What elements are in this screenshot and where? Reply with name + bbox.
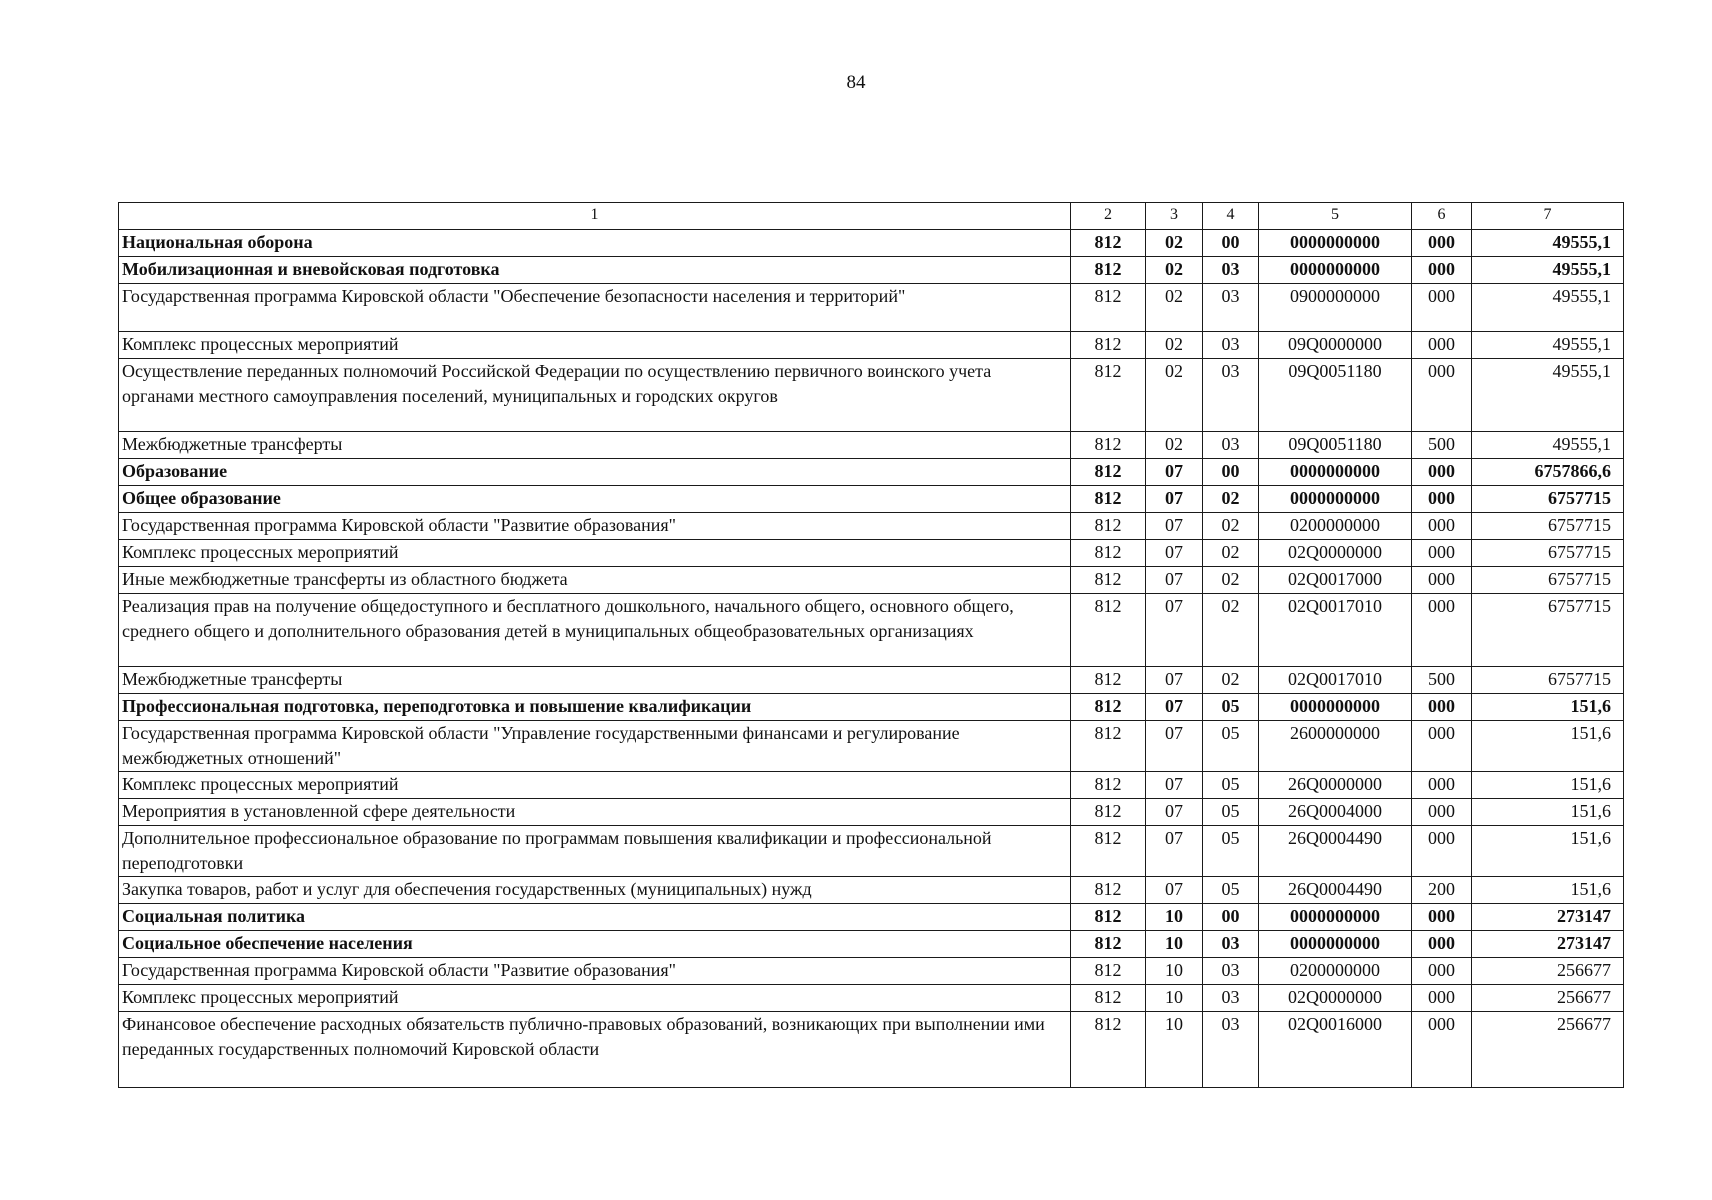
row-vr: 000 <box>1412 513 1472 540</box>
row-rz: 02 <box>1146 284 1203 332</box>
row-rz: 02 <box>1146 432 1203 459</box>
row-sum: 151,6 <box>1472 772 1624 799</box>
row-name: Межбюджетные трансферты <box>119 667 1071 694</box>
table-row <box>119 230 1624 257</box>
row-sum: 151,6 <box>1472 694 1624 721</box>
row-rz: 07 <box>1146 594 1203 667</box>
row-csr: 0900000000 <box>1259 284 1412 332</box>
row-ved: 812 <box>1071 594 1146 667</box>
row-rz: 02 <box>1146 332 1203 359</box>
row-csr: 02Q0016000 <box>1259 1012 1412 1088</box>
row-rz: 07 <box>1146 799 1203 826</box>
row-sum: 151,6 <box>1472 826 1624 877</box>
row-pr: 03 <box>1203 332 1259 359</box>
row-name: Закупка товаров, работ и услуг для обеспечения государственных (муниципальных) нужд <box>119 877 1071 904</box>
row-vr: 200 <box>1412 877 1472 904</box>
row-csr: 0000000000 <box>1259 459 1412 486</box>
row-rz: 07 <box>1146 694 1203 721</box>
table-row <box>119 540 1624 567</box>
row-name: Государственная программа Кировской области "Управление государственными финансами и регулирование межбюджетных отношений" <box>119 721 1071 772</box>
row-vr: 000 <box>1412 567 1472 594</box>
table-row <box>119 958 1624 985</box>
row-pr: 03 <box>1203 257 1259 284</box>
row-name: Комплекс процессных мероприятий <box>119 332 1071 359</box>
row-name: Мероприятия в установленной сфере деятельности <box>119 799 1071 826</box>
header-cell-4: 4 <box>1203 203 1259 230</box>
row-pr: 05 <box>1203 694 1259 721</box>
row-vr: 000 <box>1412 931 1472 958</box>
row-rz: 07 <box>1146 772 1203 799</box>
row-vr: 000 <box>1412 799 1472 826</box>
row-csr: 0000000000 <box>1259 486 1412 513</box>
row-ved: 812 <box>1071 667 1146 694</box>
row-vr: 000 <box>1412 904 1472 931</box>
row-vr: 000 <box>1412 721 1472 772</box>
row-ved: 812 <box>1071 486 1146 513</box>
row-name: Реализация прав на получение общедоступного и бесплатного дошкольного, начального общего, основного общего, среднего общего и дополнительного образования детей в муниципальных общеобразовательных организациях <box>119 594 1071 667</box>
table-row <box>119 257 1624 284</box>
row-rz: 07 <box>1146 721 1203 772</box>
row-csr: 2600000000 <box>1259 721 1412 772</box>
row-sum: 49555,1 <box>1472 230 1624 257</box>
row-sum: 256677 <box>1472 985 1624 1012</box>
row-vr: 000 <box>1412 772 1472 799</box>
row-name: Дополнительное профессиональное образование по программам повышения квалификации и профессиональной переподготовки <box>119 826 1071 877</box>
row-name: Государственная программа Кировской области "Развитие образования" <box>119 513 1071 540</box>
row-pr: 00 <box>1203 904 1259 931</box>
row-vr: 000 <box>1412 332 1472 359</box>
row-csr: 02Q0017000 <box>1259 567 1412 594</box>
row-pr: 03 <box>1203 284 1259 332</box>
row-rz: 07 <box>1146 540 1203 567</box>
row-rz: 02 <box>1146 230 1203 257</box>
row-ved: 812 <box>1071 567 1146 594</box>
row-name: Осуществление переданных полномочий Российской Федерации по осуществлению первичного воинского учета органами местного самоуправления поселений, муниципальных и городских округов <box>119 359 1071 432</box>
row-csr: 0200000000 <box>1259 513 1412 540</box>
row-rz: 10 <box>1146 958 1203 985</box>
row-pr: 05 <box>1203 826 1259 877</box>
row-sum: 151,6 <box>1472 721 1624 772</box>
row-name: Государственная программа Кировской области "Развитие образования" <box>119 958 1071 985</box>
header-cell-2: 2 <box>1071 203 1146 230</box>
row-name: Мобилизационная и вневойсковая подготовка <box>119 257 1071 284</box>
row-sum: 49555,1 <box>1472 332 1624 359</box>
row-vr: 500 <box>1412 667 1472 694</box>
row-sum: 49555,1 <box>1472 359 1624 432</box>
row-pr: 03 <box>1203 931 1259 958</box>
row-ved: 812 <box>1071 540 1146 567</box>
row-sum: 6757866,6 <box>1472 459 1624 486</box>
table-row <box>119 799 1624 826</box>
row-ved: 812 <box>1071 230 1146 257</box>
row-name: Профессиональная подготовка, переподготовка и повышение квалификации <box>119 694 1071 721</box>
table-row <box>119 826 1624 877</box>
row-pr: 02 <box>1203 513 1259 540</box>
table-row <box>119 985 1624 1012</box>
row-csr: 26Q0004490 <box>1259 826 1412 877</box>
row-pr: 03 <box>1203 985 1259 1012</box>
row-csr: 02Q0017010 <box>1259 594 1412 667</box>
row-name: Комплекс процессных мероприятий <box>119 772 1071 799</box>
row-csr: 09Q0051180 <box>1259 432 1412 459</box>
row-ved: 812 <box>1071 985 1146 1012</box>
row-pr: 05 <box>1203 772 1259 799</box>
row-rz: 07 <box>1146 667 1203 694</box>
row-sum: 6757715 <box>1472 486 1624 513</box>
row-ved: 812 <box>1071 958 1146 985</box>
row-csr: 26Q0004490 <box>1259 877 1412 904</box>
row-csr: 02Q0000000 <box>1259 540 1412 567</box>
row-vr: 000 <box>1412 459 1472 486</box>
table-row <box>119 772 1624 799</box>
row-name: Финансовое обеспечение расходных обязательств публично-правовых образований, возникающих при выполнении ими переданных государственных полномочий Кировской области <box>119 1012 1071 1088</box>
row-ved: 812 <box>1071 257 1146 284</box>
row-ved: 812 <box>1071 694 1146 721</box>
table-row <box>119 931 1624 958</box>
row-csr: 0200000000 <box>1259 958 1412 985</box>
row-ved: 812 <box>1071 721 1146 772</box>
row-ved: 812 <box>1071 513 1146 540</box>
table-header-row <box>119 203 1624 230</box>
row-pr: 03 <box>1203 359 1259 432</box>
row-vr: 000 <box>1412 1012 1472 1088</box>
row-pr: 05 <box>1203 799 1259 826</box>
header-cell-5: 5 <box>1259 203 1412 230</box>
row-sum: 273147 <box>1472 904 1624 931</box>
row-csr: 02Q0000000 <box>1259 985 1412 1012</box>
row-rz: 07 <box>1146 826 1203 877</box>
row-pr: 03 <box>1203 432 1259 459</box>
row-csr: 0000000000 <box>1259 694 1412 721</box>
row-sum: 6757715 <box>1472 667 1624 694</box>
row-pr: 03 <box>1203 958 1259 985</box>
row-vr: 000 <box>1412 230 1472 257</box>
row-name: Межбюджетные трансферты <box>119 432 1071 459</box>
row-name: Национальная оборона <box>119 230 1071 257</box>
row-vr: 000 <box>1412 594 1472 667</box>
row-rz: 07 <box>1146 459 1203 486</box>
row-ved: 812 <box>1071 931 1146 958</box>
row-csr: 0000000000 <box>1259 230 1412 257</box>
row-ved: 812 <box>1071 459 1146 486</box>
header-cell-6: 6 <box>1412 203 1472 230</box>
row-csr: 0000000000 <box>1259 257 1412 284</box>
table-row <box>119 594 1624 667</box>
row-name: Общее образование <box>119 486 1071 513</box>
row-ved: 812 <box>1071 904 1146 931</box>
row-rz: 10 <box>1146 985 1203 1012</box>
table-row <box>119 513 1624 540</box>
row-vr: 000 <box>1412 540 1472 567</box>
row-csr: 0000000000 <box>1259 931 1412 958</box>
row-csr: 09Q0000000 <box>1259 332 1412 359</box>
table-row <box>119 721 1624 772</box>
page-number: 84 <box>846 72 866 93</box>
row-pr: 02 <box>1203 667 1259 694</box>
table-row <box>119 904 1624 931</box>
row-sum: 151,6 <box>1472 799 1624 826</box>
row-vr: 000 <box>1412 694 1472 721</box>
row-csr: 0000000000 <box>1259 904 1412 931</box>
table-row <box>119 432 1624 459</box>
row-vr: 500 <box>1412 432 1472 459</box>
row-ved: 812 <box>1071 799 1146 826</box>
table-row <box>119 694 1624 721</box>
row-vr: 000 <box>1412 958 1472 985</box>
table-row <box>119 667 1624 694</box>
row-vr: 000 <box>1412 257 1472 284</box>
row-ved: 812 <box>1071 332 1146 359</box>
row-pr: 02 <box>1203 567 1259 594</box>
table-row <box>119 567 1624 594</box>
row-sum: 6757715 <box>1472 594 1624 667</box>
row-rz: 07 <box>1146 877 1203 904</box>
row-sum: 256677 <box>1472 958 1624 985</box>
row-pr: 02 <box>1203 486 1259 513</box>
row-vr: 000 <box>1412 359 1472 432</box>
row-sum: 151,6 <box>1472 877 1624 904</box>
row-vr: 000 <box>1412 826 1472 877</box>
row-csr: 26Q0004000 <box>1259 799 1412 826</box>
row-ved: 812 <box>1071 1012 1146 1088</box>
row-name: Комплекс процессных мероприятий <box>119 985 1071 1012</box>
row-sum: 256677 <box>1472 1012 1624 1088</box>
row-vr: 000 <box>1412 985 1472 1012</box>
budget-table <box>118 202 1624 1088</box>
row-csr: 02Q0017010 <box>1259 667 1412 694</box>
row-sum: 49555,1 <box>1472 284 1624 332</box>
row-rz: 10 <box>1146 931 1203 958</box>
table-row <box>119 877 1624 904</box>
row-ved: 812 <box>1071 432 1146 459</box>
row-rz: 10 <box>1146 904 1203 931</box>
row-ved: 812 <box>1071 826 1146 877</box>
row-rz: 07 <box>1146 513 1203 540</box>
row-name: Иные межбюджетные трансферты из областного бюджета <box>119 567 1071 594</box>
row-vr: 000 <box>1412 284 1472 332</box>
header-cell-1: 1 <box>119 203 1071 230</box>
row-ved: 812 <box>1071 284 1146 332</box>
header-cell-3: 3 <box>1146 203 1203 230</box>
row-ved: 812 <box>1071 772 1146 799</box>
row-ved: 812 <box>1071 359 1146 432</box>
row-sum: 49555,1 <box>1472 432 1624 459</box>
row-sum: 6757715 <box>1472 567 1624 594</box>
row-name: Комплекс процессных мероприятий <box>119 540 1071 567</box>
table-row <box>119 359 1624 432</box>
row-pr: 03 <box>1203 1012 1259 1088</box>
row-csr: 09Q0051180 <box>1259 359 1412 432</box>
row-rz: 07 <box>1146 486 1203 513</box>
row-name: Государственная программа Кировской области "Обеспечение безопасности населения и территорий" <box>119 284 1071 332</box>
row-ved: 812 <box>1071 877 1146 904</box>
header-cell-7: 7 <box>1472 203 1624 230</box>
row-rz: 10 <box>1146 1012 1203 1088</box>
row-pr: 02 <box>1203 594 1259 667</box>
table-row <box>119 486 1624 513</box>
row-sum: 6757715 <box>1472 513 1624 540</box>
row-rz: 07 <box>1146 567 1203 594</box>
row-csr: 26Q0000000 <box>1259 772 1412 799</box>
row-vr: 000 <box>1412 486 1472 513</box>
row-pr: 05 <box>1203 721 1259 772</box>
row-pr: 00 <box>1203 230 1259 257</box>
table-row <box>119 284 1624 332</box>
row-name: Социальная политика <box>119 904 1071 931</box>
row-name: Социальное обеспечение населения <box>119 931 1071 958</box>
row-pr: 05 <box>1203 877 1259 904</box>
row-pr: 02 <box>1203 540 1259 567</box>
table-row <box>119 1012 1624 1088</box>
row-sum: 49555,1 <box>1472 257 1624 284</box>
table-row <box>119 332 1624 359</box>
row-rz: 02 <box>1146 257 1203 284</box>
row-pr: 00 <box>1203 459 1259 486</box>
row-sum: 273147 <box>1472 931 1624 958</box>
table-row <box>119 459 1624 486</box>
row-sum: 6757715 <box>1472 540 1624 567</box>
row-rz: 02 <box>1146 359 1203 432</box>
row-name: Образование <box>119 459 1071 486</box>
